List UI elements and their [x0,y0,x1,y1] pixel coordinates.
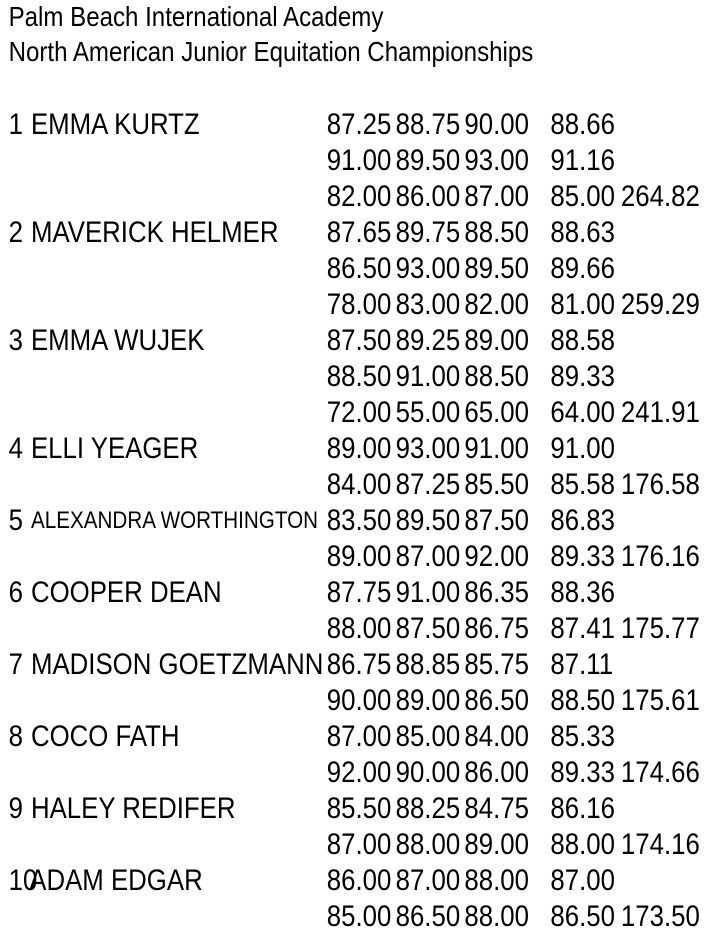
judge-score: 91.00 [395,360,461,393]
round-average: 88.36 [550,576,615,609]
round-average: 87.11 [550,648,614,681]
round-average: 86.50 [550,900,615,933]
judge-score: 93.00 [395,432,461,465]
result-row [0,323,714,359]
overall-total: 241.91 [620,396,700,429]
placing-number: 4 [8,432,23,465]
judge-score: 89.50 [395,144,461,177]
overall-total: 176.16 [620,540,700,573]
overall-total: 174.66 [620,756,700,789]
rider-name: COCO FATH [30,720,180,753]
round-average: 87.00 [550,864,615,897]
judge-score: 93.00 [395,252,461,285]
judge-score: 84.00 [326,468,392,501]
judge-score: 87.00 [326,720,392,753]
result-row [0,251,714,287]
judge-score: 88.00 [326,612,392,645]
judge-score: 88.00 [395,828,461,861]
judge-score: 84.75 [464,792,529,825]
judge-score: 89.25 [395,324,461,357]
judge-score: 55.00 [395,396,461,429]
placing-number: 3 [8,324,23,357]
round-average: 89.33 [550,360,615,393]
judge-score: 83.00 [395,288,461,321]
judge-score: 91.00 [464,432,529,465]
rider-name: ADAM EDGAR [29,864,203,897]
judge-score: 88.85 [395,648,461,681]
judge-score: 86.35 [464,576,529,609]
result-row [0,575,714,611]
judge-score: 90.00 [395,756,461,789]
rider-name: MAVERICK HELMER [30,216,279,249]
judge-score: 83.50 [326,504,392,537]
judge-score: 78.00 [326,288,392,321]
judge-score: 86.00 [395,180,461,213]
round-average: 86.83 [550,504,615,537]
round-average: 87.41 [550,612,615,645]
judge-score: 88.25 [395,792,461,825]
placing-number: 10 [8,864,38,897]
judge-score: 88.00 [464,900,529,933]
round-average: 89.33 [550,756,615,789]
round-average: 88.66 [550,108,615,141]
result-row [0,539,714,575]
judge-score: 93.00 [464,144,529,177]
judge-score: 88.75 [395,108,461,141]
placing-number: 7 [8,648,23,681]
round-average: 91.00 [550,432,615,465]
result-row [0,215,714,251]
judge-score: 86.50 [326,252,392,285]
round-average: 91.16 [550,144,615,177]
overall-total: 174.16 [620,828,700,861]
judge-score: 86.50 [395,900,461,933]
judge-score: 90.00 [464,108,529,141]
result-row [0,755,714,791]
results-list [0,107,714,935]
result-row [0,611,714,647]
overall-total: 175.77 [620,612,700,645]
judge-score: 85.75 [464,648,529,681]
placing-number: 2 [8,216,23,249]
rider-name: HALEY REDIFER [30,792,236,825]
judge-score: 87.00 [464,180,529,213]
judge-score: 87.65 [326,216,392,249]
result-row [0,791,714,827]
judge-score: 89.00 [326,432,392,465]
judge-score: 89.00 [326,540,392,573]
result-row [0,287,714,323]
rider-name: ELLI YEAGER [30,432,199,465]
judge-score: 87.25 [326,108,392,141]
judge-score: 85.50 [464,468,529,501]
judge-score: 90.00 [326,684,392,717]
judge-score: 86.00 [326,864,392,897]
academy-title: Palm Beach International Academy [8,1,384,32]
placing-number: 8 [8,720,23,753]
round-average: 89.33 [550,540,615,573]
round-average: 88.63 [550,216,615,249]
judge-score: 88.50 [464,360,529,393]
round-average: 86.16 [550,792,615,825]
placing-number: 1 [8,108,23,141]
judge-score: 86.75 [326,648,392,681]
championship-title: North American Junior Equitation Championships [8,36,534,67]
judge-score: 86.75 [464,612,529,645]
judge-score: 86.50 [464,684,529,717]
judge-score: 89.75 [395,216,461,249]
judge-score: 85.00 [326,900,392,933]
judge-score: 89.50 [464,252,529,285]
round-average: 85.00 [550,180,615,213]
round-average: 89.66 [550,252,615,285]
placing-number: 5 [8,504,23,537]
judge-score: 87.50 [464,504,529,537]
round-average: 64.00 [550,396,615,429]
round-average: 85.33 [550,720,615,753]
round-average: 85.58 [550,468,615,501]
placing-number: 6 [8,576,23,609]
rider-name: EMMA WUJEK [30,324,205,357]
result-row [0,503,714,539]
judge-score: 87.00 [395,540,461,573]
judge-score: 87.00 [326,828,392,861]
rider-name: MADISON GOETZMANN [30,648,324,681]
judge-score: 82.00 [326,180,392,213]
judge-score: 88.50 [326,360,392,393]
judge-score: 65.00 [464,396,529,429]
result-row [0,359,714,395]
result-row [0,683,714,719]
result-row [0,107,714,143]
judge-score: 86.00 [464,756,529,789]
judge-score: 84.00 [464,720,529,753]
judge-score: 88.50 [464,216,529,249]
round-average: 88.00 [550,828,615,861]
judge-score: 82.00 [464,288,529,321]
result-row [0,179,714,215]
round-average: 88.58 [550,324,615,357]
round-average: 81.00 [550,288,615,321]
judge-score: 87.50 [326,324,392,357]
result-row [0,719,714,755]
result-row [0,647,714,683]
round-average: 88.50 [550,684,615,717]
overall-total: 176.58 [620,468,700,501]
judge-score: 89.00 [464,828,529,861]
overall-total: 259.29 [620,288,700,321]
judge-score: 85.00 [395,720,461,753]
judge-score: 72.00 [326,396,392,429]
judge-score: 87.25 [395,468,461,501]
judge-score: 87.50 [395,612,461,645]
judge-score: 88.00 [464,864,529,897]
result-row [0,143,714,179]
judge-score: 92.00 [326,756,392,789]
rider-name: EMMA KURTZ [30,108,200,141]
overall-total: 264.82 [620,180,700,213]
judge-score: 85.50 [326,792,392,825]
rider-name: ALEXANDRA WORTHINGTON [30,507,319,534]
judge-score: 87.75 [326,576,392,609]
judge-score: 92.00 [464,540,529,573]
result-row [0,395,714,431]
result-row [0,467,714,503]
result-row [0,899,714,935]
placing-number: 9 [8,792,23,825]
judge-score: 87.00 [395,864,461,897]
judge-score: 91.00 [395,576,461,609]
overall-total: 173.50 [620,900,700,933]
rider-name: COOPER DEAN [30,576,222,609]
judge-score: 89.00 [464,324,529,357]
result-row [0,827,714,863]
overall-total: 175.61 [620,684,700,717]
judge-score: 91.00 [326,144,392,177]
result-row [0,431,714,467]
result-row [0,863,714,899]
judge-score: 89.50 [395,504,461,537]
judge-score: 89.00 [395,684,461,717]
